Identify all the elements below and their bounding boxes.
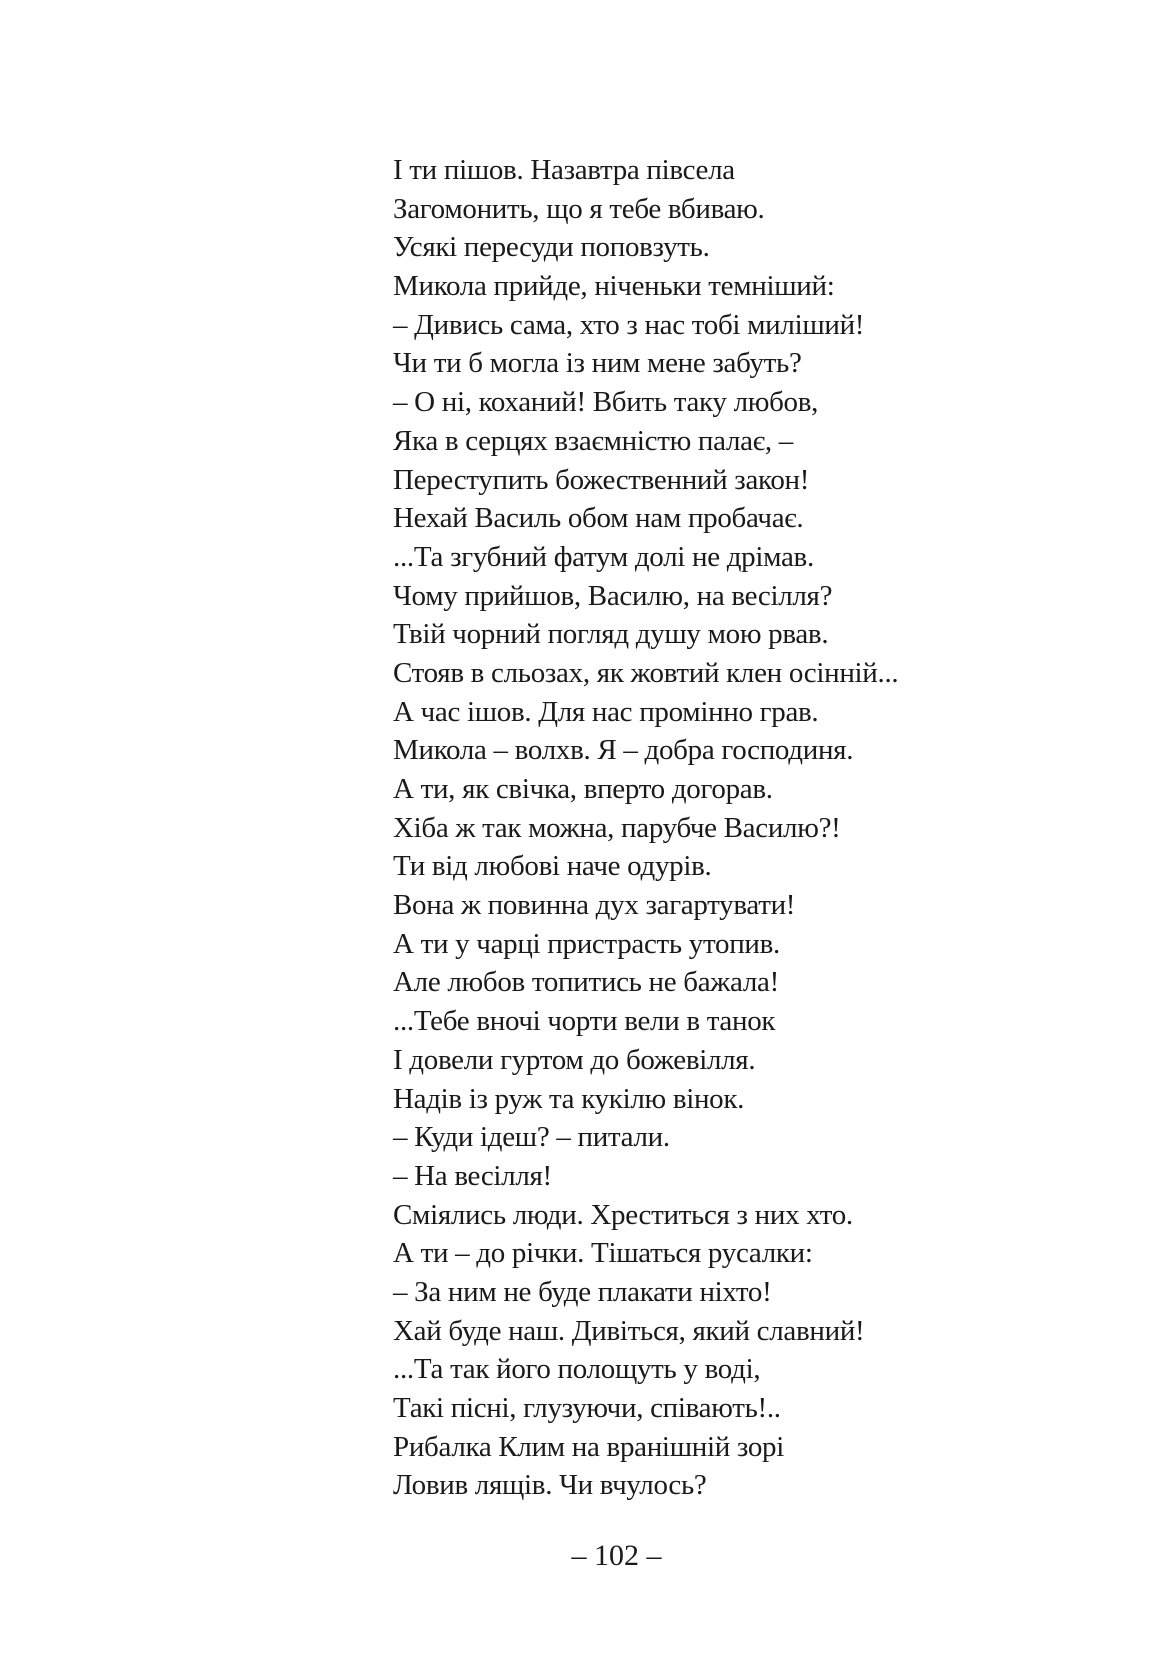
- poem-line: – На весілля!: [393, 1159, 552, 1192]
- poem-line: А ти, як свічка, вперто догорав.: [393, 773, 773, 805]
- poem-line: – За ним не буде плакати ніхто!: [393, 1275, 772, 1308]
- poem-line: Усякі пересуди поповзуть.: [393, 231, 710, 264]
- poem-line: Нехай Василь обом нам пробачає.: [393, 502, 804, 535]
- poem-line: – Дивись сама, хто з нас тобі миліший!: [393, 308, 865, 341]
- poem-line: Ловив лящів. Чи вчулось?: [393, 1469, 707, 1502]
- poem-line: Хіба ж так можна, парубче Василю?!: [393, 811, 841, 844]
- poem-line: Переступить божественний закон!: [393, 463, 810, 496]
- poem-line: Яка в серцях взаємністю палає, –: [393, 424, 793, 457]
- poem-line: Рибалка Клим на вранішній зорі: [393, 1430, 785, 1463]
- poem-line: Хай буде наш. Дивіться, який славний!: [393, 1314, 865, 1347]
- poem-line: Чи ти б могла із ним мене забуть?: [393, 347, 802, 380]
- poem-line: ...Тебе вночі чорти вели в танок: [393, 1005, 776, 1038]
- poem-text: [393, 151, 898, 1505]
- poem-line: І ти пішов. Назавтра півсела: [393, 154, 735, 186]
- poem-line: Твій чорний погляд душу мою рвав.: [393, 618, 829, 651]
- poem-line: Такі пісні, глузуючи, співають!..: [393, 1392, 781, 1424]
- poem-line: Надів із руж та кукілю вінок.: [393, 1082, 745, 1115]
- poem-line: Стояв в сльозах, як жовтий клен осінній...: [393, 656, 899, 689]
- poem-line: ...Та так його полощуть у воді,: [393, 1353, 761, 1386]
- poem-line: ...Та згубний фатум долі не дрімав.: [393, 540, 814, 573]
- poem-line: А ти – до річки. Тішаться русалки:: [393, 1237, 813, 1270]
- poem-line: Ти від любові наче одурів.: [393, 850, 712, 883]
- poem-line: Загомонить, що я тебе вбиваю.: [393, 192, 765, 225]
- poem-line: – Куди ідеш? – питали.: [393, 1121, 670, 1154]
- poem-line: Микола прийде, ніченьки темніший:: [393, 270, 835, 303]
- page-number: – 102 –: [571, 1539, 662, 1572]
- poem-line: – О ні, коханий! Вбить таку любов,: [393, 386, 819, 419]
- poem-line: А час ішов. Для нас промінно грав.: [393, 695, 819, 728]
- poem-line: Вона ж повинна дух загартувати!: [393, 889, 796, 922]
- poem-line: А ти у чарці пристрасть утопив.: [393, 927, 780, 960]
- poem-line: Але любов топитись не бажала!: [393, 966, 779, 999]
- poem-line: Сміялись люди. Хреститься з них хто.: [393, 1198, 853, 1231]
- poem-line: Чому прийшов, Василю, на весілля?: [393, 579, 833, 612]
- poem-line: Микола – волхв. Я – добра господиня.: [393, 734, 854, 767]
- poem-line: І довели гуртом до божевілля.: [393, 1043, 756, 1076]
